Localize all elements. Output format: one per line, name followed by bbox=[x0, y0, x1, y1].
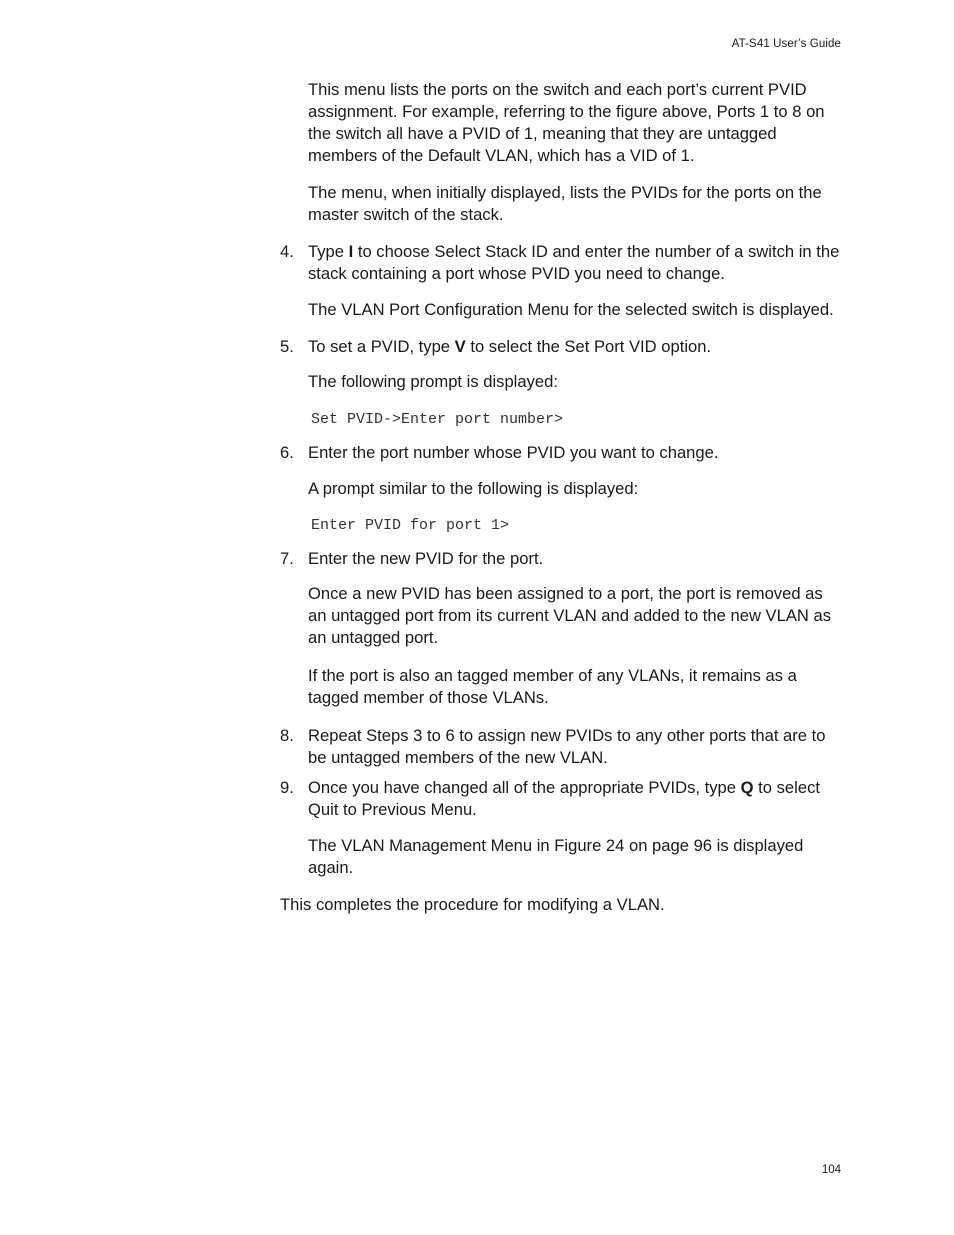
step-note: A prompt similar to the following is displayed: bbox=[308, 479, 639, 498]
page-number: 104 bbox=[821, 1164, 841, 1176]
closing-paragraph: This completes the procedure for modifying a VLAN. bbox=[280, 895, 665, 914]
step-number: 4. bbox=[280, 242, 294, 261]
key-label: I bbox=[348, 242, 354, 261]
intro-section bbox=[308, 79, 842, 226]
step-note: The VLAN Port Configuration Menu for the selected switch is displayed. bbox=[308, 300, 834, 319]
step-9 bbox=[280, 777, 842, 821]
step-5 bbox=[280, 336, 842, 358]
step-4-detail bbox=[308, 299, 842, 321]
step-text: Once you have changed all of the appropriate PVIDs, type Q to select Quit to Previous Menu. bbox=[308, 778, 820, 819]
step-note: The following prompt is displayed: bbox=[308, 372, 558, 391]
step-6-detail bbox=[308, 478, 842, 500]
step-number: 6. bbox=[280, 443, 294, 462]
prompt-code: Enter PVID for port 1> bbox=[311, 517, 510, 534]
step-number: 9. bbox=[280, 778, 294, 797]
step-4 bbox=[280, 241, 842, 285]
key-label: Q bbox=[740, 778, 754, 797]
intro-paragraph-1: This menu lists the ports on the switch and each port’s current PVID assignment. For example, referring to the figure above, Ports 1 to 8 on the switch all have a PVID of 1, meaning that they are untagged members of the Default VLAN, which has a VID of 1. bbox=[308, 80, 825, 165]
step-7 bbox=[280, 548, 842, 570]
intro-paragraph-2: The menu, when initially displayed, lists the PVIDs for the ports on the master switch of the stack. bbox=[308, 183, 822, 224]
step-number: 8. bbox=[280, 726, 294, 745]
step-5-detail bbox=[308, 371, 842, 393]
step-8 bbox=[280, 725, 842, 769]
running-header: AT-S41 User’s Guide bbox=[731, 38, 841, 50]
step-9-detail bbox=[308, 835, 842, 879]
step-text: Enter the port number whose PVID you want to change. bbox=[308, 443, 719, 462]
key-label: V bbox=[454, 337, 466, 356]
page-body bbox=[280, 79, 842, 916]
step-note-2: If the port is also an tagged member of any VLANs, it remains as a tagged member of those VLANs. bbox=[308, 666, 797, 707]
step-text: Repeat Steps 3 to 6 to assign new PVIDs to any other ports that are to be untagged members of the new VLAN. bbox=[308, 726, 826, 767]
step-text: Enter the new PVID for the port. bbox=[308, 549, 544, 568]
step-number: 7. bbox=[280, 549, 294, 568]
step-number: 5. bbox=[280, 337, 294, 356]
step-note: Once a new PVID has been assigned to a port, the port is removed as an untagged port from its current VLAN and added to the new VLAN as an untagged port. bbox=[308, 584, 832, 647]
step-6 bbox=[280, 442, 842, 464]
step-7-detail bbox=[308, 583, 842, 709]
step-text: Type I to choose Select Stack ID and enter the number of a switch in the stack containing a port whose PVID you need to change. bbox=[308, 242, 840, 283]
step-note: The VLAN Management Menu in Figure 24 on page 96 is displayed again. bbox=[308, 836, 804, 877]
prompt-code: Set PVID->Enter port number> bbox=[311, 411, 564, 428]
step-text: To set a PVID, type V to select the Set Port VID option. bbox=[308, 337, 712, 356]
